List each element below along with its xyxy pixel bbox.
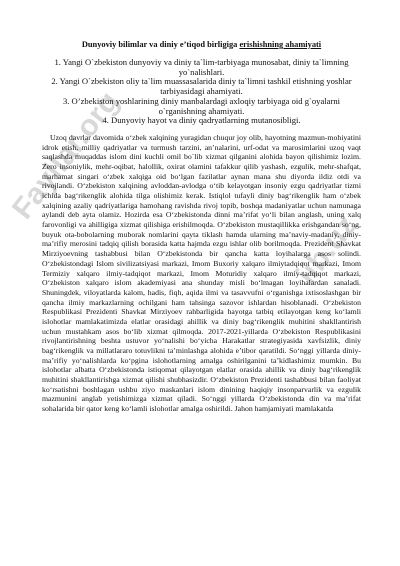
plan-item: 2. Yangi O`zbekiston oliy ta`lim muassasalarida diniy ta`limni tashkil etishning yoshlar tarbiyasidagi ahamiyati. [51,76,352,97]
title-main: Dunyoviy bilimlar va diniy e’tiqod birligiga [81,40,240,49]
watermark-iib: iib.uz [290,209,364,291]
plan-item: 4. Dunyoviy hayot va diniy qadryatlarning mutanosibligi. [102,115,301,126]
plan-item: 1. Yangi O`zbekiston dunyoviy va diniy ta`lim-tarbiyaga munosabat, diniy ta`limning yo`nalishlari. [54,57,349,77]
document-title [42,40,361,50]
plan-item: 3. O’zbekiston yoshlarining diniy manbalardagi axloqiy tarbiyaga oid g`oyalarni o`rganishning ahamiyati. [62,95,341,116]
title-underlined: erishishning ahamiyati [239,40,322,49]
document-content [42,40,361,414]
plan-list [42,58,361,126]
body-paragraph: Uzoq davrlar davomida o‘zbek xalqining yuragidan chuqur joy olib, hayotning mazmun-mohiyatini idrok etish, milliy qadriyatlar va turmush tarzini, an’nalarini, urf-odat va marosimlarini uzoq vaqt saqlashda muqaddas islom dini kuchli omil bo`lib xizmat qilganini alohida bayon qilishimiz lozim. Zero insoniylik, mehr-oqibat, halollik, oxirat olamini tafakkur qilib yashash, ezgulik, mehr-shafqat, marhamat singari o‘zbek xalqiga oid bo‘lgan fazilatlar aynan mana shu diyorda ildiz otdi va rivojlandi. O‘zbekiston xalqining avloddan-avlodga o‘tib kelayotgan insoniy ezgu qadriyatlar tizmi ichida bag‘rikenglik alohida tilga olishimiz kerak. Istiqlol tufayli diniy bag‘rikenglik ham o‘zbek xalqining azaliy qadriyatlariga hamohang ravishda rivoj topib, boshqa madaniyatlar uchun namunaga aylandi deb ayta olamiz. Hozirda esa O‘zbekistonda dinni ma’rifat yo‘li bilan anglash, uning xalq farovonligi va ahilligiga xizmat qilishiga erishilmoqda. O‘zbekiston mustaqillikka erishgandan so‘ng, buyuk ota-bobolarning muborak nomlarini qayta tiklash hamda ularning ma’naviy-madaniy, diniy-ma’rifiy merosini tadqiq qilish borasida katta hajmda ezgu ishlar olib borilmoqda. Prezident Shavkat Mirziyoevning tashabbusi bilan O‘zbekistonda bir qancha katta loyihalarga asos solindi. O‘zbekistondagi Islom sivilizatsiyasi markazi, Imom Buxoriy xalqaro ilmiytadqiqot markazi, Imom Termiziy xalqaro ilmiy-tadqiqot markazi, Imom Moturidiy xalqaro ilmiy-tadqiqot markazi, O‘zbekiston xalqaro islom akademiyasi ana shunday misli bo‘lmagan loyihalardan sanaladi. Shuningdek, viloyatlarda kalom, hadis, fiqh, aqida ilmi va tasavvufni o‘rganishga ixtisoslashgan bir qancha ilmiy markazlarning ochilgani ham tahsinga sazovor ishlardan hisoblanadi. O‘zbekiston Respublikasi Prezidenti Shavkat Mirziyoev rahbarligida hayotga tatbiq etilayotgan keng ko‘lamli islohotlar mamlakatimizda elatlar orasidagi ahillik va diniy bag‘rikenglik muhitini shakllantirish uchun mustahkam asos bo‘lib xizmat qilmoqda. 2017-2021-yillarda O‘zbekiston Respublikasini rivojlantirishning beshta ustuvor yo‘nalishi bo‘yicha Harakatlar strategiyasida xavfsizlik, diniy bag‘rikenglik va millatlararo totuvlikni ta’minlashga alohida e’tibor qaratildi. So‘nggi yillarda diniy-ma’rifiy yo‘nalishlarda ko‘pgina islohotlarning amalga oshirilganini ta’kidlashimiz mumkin. Bu islohotlar albatta O‘zbekistonda istiqomat qilayotgan elatlar orasida ahillik va diniy bag‘rikenglik muhitini shakllantirishga xizmat qilishi shubhasizdir. O‘zbekiston Prezidenti tashabbusi bilan faoliyat ko‘rsatishni boshlagan ushbu ziyo maskanlari islom dinining haqiqiy insonparvarlik va ezgulik mazmunini anglab yetishimizga xizmat qiladi. So‘nggi yillarda O‘zbekistonda din va ma’rifat sohalarida bir qator keng ko‘lamli islohotlar amalga oshirildi. Jahon hamjamiyati mamlakatda [42,132,361,414]
watermark-fayllar: Fayllar.org [6,85,126,226]
